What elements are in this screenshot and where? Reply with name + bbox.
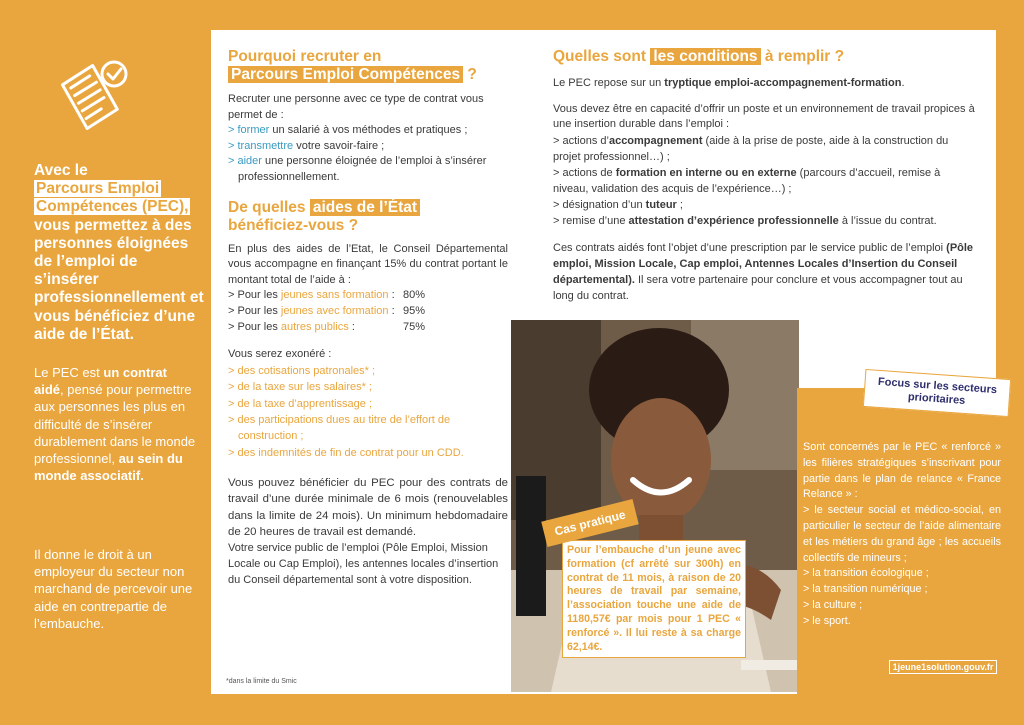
aid-label — [228, 304, 403, 320]
cas-pratique-tag: Cas pratique — [541, 499, 638, 547]
p1-post: . — [901, 77, 905, 89]
p1-pre: Le PEC est — [34, 365, 100, 380]
title-pourquoi — [228, 48, 508, 84]
aid-post: : — [388, 304, 395, 317]
bullet-rest: votre savoir-faire ; — [293, 139, 385, 152]
title-conditions — [553, 48, 975, 66]
aid-value: 75% — [403, 320, 426, 333]
title-conditions-post: à remplir ? — [760, 48, 845, 65]
conditions-p2: Vous devez être en capacité d’offrir un poste et un environnement de travail propices à une insertion durable dans l’emploi : — [553, 102, 975, 131]
focus-item: > la culture ; — [803, 598, 863, 611]
exo-item: > de la taxe sur les salaires* ; — [228, 381, 372, 394]
left-lead-text — [34, 162, 206, 344]
lead-post: vous permettez à des personnes éloignées de l’emploi de s’insérer professionnellement et vous bénéficiez d’une aide de l’État. — [34, 216, 204, 343]
aid-post: : — [388, 289, 395, 302]
aid-value: 95% — [403, 304, 426, 317]
aid-row — [228, 288, 508, 304]
duration-text: Vous pouvez bénéficier du PEC pour des contrats de travail d’une durée minimale de 6 mois (renouvelables dans la limite de 24 mois). Un minimum hebdomadaire de 20 heures de travail est demandé. — [228, 477, 508, 538]
condition-item — [553, 197, 975, 213]
bullet-rest: une personne éloignée de l’emploi à s’insérer professionnellement. — [238, 155, 487, 183]
condition-pre: > actions d’ — [553, 134, 609, 147]
bullet-marker: > — [228, 155, 235, 168]
aid-key: jeunes sans formation — [280, 289, 389, 302]
focus-item: > la transition numérique ; — [803, 583, 928, 596]
photo-dark-object — [516, 476, 546, 616]
p3-post: Il sera votre partenaire pour conclure et vous accompagner tout au long du contrat. — [553, 273, 963, 302]
bullet-marker: > — [228, 124, 235, 137]
cas-pratique-text: Pour l’embauche d’un jeune avec formation (cf arrêté sur 300h) en contrat de 11 mois, à raison de 20 heures de travail par semaine, l’association touche une aide de 1180,57€ par mois pour 1 PEC « renforcé ». Il lui reste à sa charge 62,14€. — [567, 544, 741, 653]
left-paragraph-2: Il donne le droit à un employeur du secteur non marchand de percevoir une aide en contrepartie de l’embauche. — [34, 547, 193, 631]
condition-post: (parcours d’accueil, remise à niveau, validation des acquis de l’expérience…) ; — [553, 166, 941, 195]
focus-item: > le secteur social et médico-social, en particulier le secteur de l’aide alimentaire et les métiers du grand âge ; les accueils collectifs de mineurs ; — [803, 504, 1001, 564]
exo-item: > des indemnités de fin de contrat pour un CDD. — [228, 446, 464, 459]
aid-label — [228, 320, 403, 336]
p3-bold: (Pôle emploi, Mission Locale, Cap emploi, Antennes Locales d’Insertion du Conseil départemental). — [553, 241, 974, 286]
title-aides-highlight: aides de l’État — [310, 199, 420, 216]
cas-pratique-box — [562, 540, 746, 658]
focus-item: > le sport. — [803, 614, 851, 627]
title-conditions-pre: Quelles sont — [553, 48, 651, 65]
title-conditions-highlight: les conditions — [650, 48, 760, 65]
lead-pre: Avec le — [34, 162, 88, 179]
aid-intro: En plus des aides de l’Etat, le Conseil Départemental vous accompagne en finançant 15% du contrat portant le montant total de l’aide à : — [228, 242, 508, 286]
conditions-p3 — [553, 240, 975, 304]
aid-row — [228, 304, 508, 320]
column-recruit — [228, 48, 508, 588]
condition-post: ; — [676, 198, 683, 211]
condition-bold: accompagnement — [608, 134, 703, 147]
condition-post: (aide à la prise de poste, aide à la construction du projet professionnel…) ; — [553, 134, 949, 163]
aid-pre: > Pour les — [228, 304, 281, 317]
site-logo: 1jeune1solution.gouv.fr — [889, 660, 997, 674]
bullet-key: aider — [237, 155, 262, 168]
p1-mid: , pensé pour permettre aux personnes les plus en difficulté de s’insérer durablement dans le monde professionnel, — [34, 382, 196, 467]
focus-intro: Sont concernés par le PEC « renforcé » les filières stratégiques s’inscrivant pour partie dans le plan de relance « France Relance » : — [803, 441, 1001, 501]
lead-highlight-2: Compétences (PEC), — [36, 198, 189, 216]
bullet-key: former — [237, 124, 270, 137]
title-pourquoi-highlight: Parcours Emploi Compétences — [228, 66, 463, 83]
condition-bold: attestation d’expérience professionnelle — [628, 214, 839, 227]
document-check-icon — [56, 56, 138, 142]
recruit-bullet — [228, 139, 508, 155]
aid-post: : — [348, 320, 355, 333]
focus-list — [803, 503, 1001, 629]
title-aides-pre: De quelles — [228, 198, 310, 216]
exo-item: > des cotisations patronales* ; — [228, 364, 376, 377]
recruit-intro: Recruter une personne avec ce type de contrat vous permet de : — [228, 93, 484, 121]
services-text: Votre service public de l’emploi (Pôle Emploi, Mission Locale ou Cap Emploi), les antennes locales d’insertion du Conseil départemental sont à votre disposition. — [228, 541, 499, 586]
condition-item — [553, 133, 975, 165]
condition-pre: > actions de — [553, 166, 616, 179]
title-aides — [228, 199, 508, 235]
condition-post: à l’issue du contrat. — [838, 214, 937, 227]
p1-bold: un contrat aidé — [34, 365, 167, 398]
aid-label — [228, 288, 403, 304]
recruit-bullet — [228, 154, 508, 185]
left-column — [0, 0, 210, 725]
focus-item: > la transition écologique ; — [803, 567, 929, 580]
aid-row — [228, 320, 508, 336]
focus-text — [803, 440, 1001, 630]
bullet-marker: > — [228, 139, 235, 152]
exo-title: Vous serez exonéré : — [228, 348, 332, 361]
condition-bold: tuteur — [645, 198, 677, 211]
exo-item: > de la taxe d’apprentissage ; — [228, 397, 373, 410]
bullet-key: transmettre — [237, 139, 294, 152]
aid-value: 80% — [403, 289, 426, 302]
title-aides-line2: bénéficiez-vous ? — [228, 216, 359, 234]
p1-bold2: au sein du monde associatif. — [34, 451, 183, 484]
title-pourquoi-q: ? — [463, 66, 477, 83]
aid-pre: > Pour les — [228, 289, 281, 302]
condition-bold: formation en interne ou en externe — [615, 166, 797, 179]
p3-pre: Ces contrats aidés font l’objet d’une prescription par le service public de l’emploi — [553, 241, 947, 254]
focus-tag: Focus sur les secteurs prioritaires — [863, 369, 1011, 417]
aid-key: autres publics — [280, 320, 349, 333]
p1-pre: Le PEC repose sur un — [553, 77, 665, 89]
left-paragraph-1 — [34, 364, 199, 484]
column-conditions — [553, 48, 975, 304]
exo-item: > des participations dues au titre de l’effort de construction ; — [228, 413, 451, 443]
condition-pre: > désignation d’un — [553, 198, 646, 211]
conditions-list — [553, 133, 975, 229]
title-pourquoi-line1: Pourquoi recruter en — [228, 48, 382, 65]
conditions-p1 — [553, 76, 975, 92]
aid-pre: > Pour les — [228, 320, 281, 333]
aid-rows — [228, 288, 508, 335]
condition-pre: > remise d’une — [553, 214, 629, 227]
condition-item — [553, 213, 975, 229]
exo-list — [228, 363, 508, 461]
bullet-rest: un salarié à vos méthodes et pratiques ; — [269, 124, 468, 137]
aid-key: jeunes avec formation — [280, 304, 389, 317]
footnote: *dans la limite du Smic — [226, 678, 297, 685]
lead-highlight-1: Parcours Emploi — [36, 180, 160, 198]
condition-item — [553, 165, 975, 197]
p1-bold: tryptique emploi-accompagnement-formation — [664, 77, 902, 89]
recruit-bullets — [228, 123, 508, 185]
recruit-bullet — [228, 123, 508, 139]
